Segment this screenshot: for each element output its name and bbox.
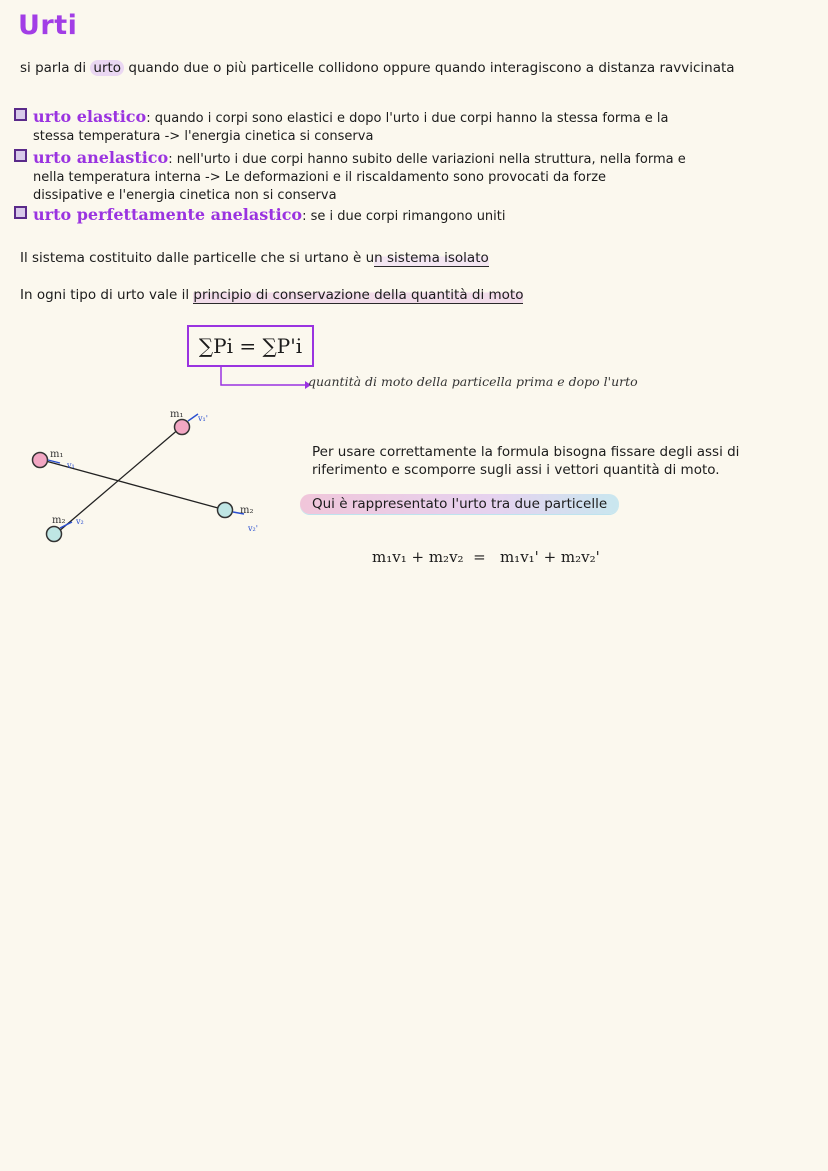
principle-underlined: principio di conservazione della quantità di moto — [193, 287, 524, 303]
bullet-text: nella temperatura interna -> Le deformazioni e il riscaldamento sono provocati da forze — [33, 170, 607, 185]
isolated-before: Il sistema costituito dalle particelle che si urtano è u — [20, 250, 375, 266]
label-v2p: v₂' — [248, 524, 258, 533]
explanation-paragraph — [312, 443, 817, 479]
particle-m1-before — [33, 453, 48, 468]
momentum-equation: m₁v₁ + m₂v₂ = m₁v₁' + m₂v₂' — [372, 548, 600, 566]
explanation-line: riferimento e scomporre sugli assi i vettori quantità di moto. — [312, 462, 720, 478]
label-v1: v₁ — [67, 461, 75, 470]
bullet-text: stessa temperatura -> l'energia cinetica si conserva — [33, 129, 374, 144]
particle-m1-after — [175, 420, 190, 435]
bullet-urto-perfettamente-anelastico — [14, 206, 804, 226]
bullet-text: dissipative e l'energia cinetica non si conserva — [33, 188, 337, 203]
highlight-urto: urto — [90, 60, 124, 76]
formula-arrow — [215, 366, 315, 392]
term-urto-anelastico: urto anelastico — [33, 148, 169, 167]
bullet-text: : quando i corpi sono elastici e dopo l'urto i due corpi hanno la stessa forma e la — [146, 111, 669, 126]
principle-line — [20, 287, 523, 303]
intro-after: quando due o più particelle collidono oppure quando interagiscono a distanza ravvicinata — [124, 60, 735, 76]
label-m1: m₁ — [50, 449, 64, 460]
term-urto-elastico: urto elastico — [33, 107, 147, 126]
checkbox-icon — [14, 206, 27, 219]
label-v1p: v₁' — [198, 414, 208, 423]
bullet-text: : nell'urto i due corpi hanno subito delle variazioni nella struttura, nella forma e — [168, 152, 686, 167]
principle-before: In ogni tipo di urto vale il — [20, 287, 194, 303]
bullet-urto-elastico — [14, 108, 804, 146]
term-urto-perfettamente-anelastico: urto perfettamente anelastico — [33, 205, 303, 224]
page-title: Urti — [18, 10, 78, 41]
highlight-pill: Qui è rappresentato l'urto tra due particelle — [300, 494, 619, 514]
intro-text — [20, 60, 735, 76]
checkbox-icon — [14, 108, 27, 121]
velocity-arrow — [188, 414, 198, 421]
label-m2: m₂ — [52, 515, 66, 526]
particle-m2-before — [47, 527, 62, 542]
intro-before: si parla di — [20, 60, 91, 76]
bullet-urto-anelastico — [14, 149, 804, 205]
explanation-line: Per usare correttamente la formula bisogna fissare degli assi di — [312, 444, 740, 460]
formula-note: quantità di moto della particella prima e dopo l'urto — [308, 374, 638, 389]
label-v2: v₂ — [76, 517, 84, 526]
collision-diagram — [20, 400, 280, 550]
particle-m2-after — [218, 503, 233, 518]
checkbox-icon — [14, 149, 27, 162]
isolated-system-line — [20, 250, 489, 266]
bullet-text: : se i due corpi rimangono uniti — [302, 209, 506, 224]
momentum-formula-box: ∑Pi = ∑P'i — [187, 325, 314, 367]
label-m2: m₂ — [240, 505, 254, 516]
label-m1: m₁ — [170, 409, 184, 420]
isolated-underlined: n sistema isolato — [374, 250, 489, 266]
